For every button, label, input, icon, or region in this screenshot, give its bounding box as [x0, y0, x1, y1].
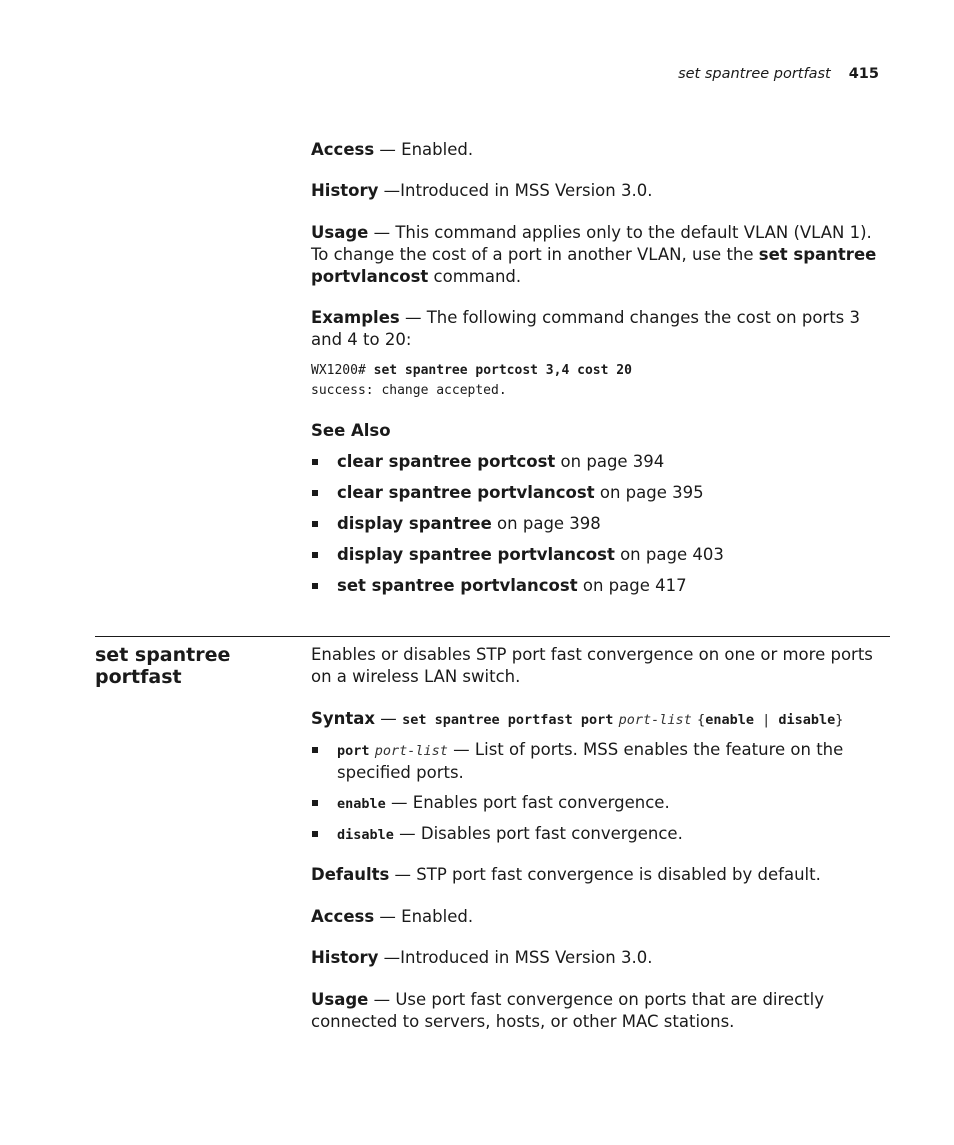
history-label: History: [311, 948, 379, 967]
param-item: [311, 792, 871, 815]
access-text: — Enabled.: [374, 907, 474, 926]
examples-label: Examples: [311, 308, 400, 327]
access-para: [311, 906, 891, 928]
usage-para: [311, 989, 891, 1033]
syntax-command: set spantree portfast port: [402, 712, 614, 728]
see-also-item: [311, 513, 871, 535]
see-also-command: clear spantree portcost: [337, 452, 556, 471]
param-keyword: enable: [337, 796, 386, 812]
example-command-line: [311, 361, 891, 381]
see-also-page-ref: on page 417: [577, 576, 687, 595]
syntax-label: Syntax: [311, 709, 376, 728]
defaults-para: [311, 864, 891, 886]
param-keyword: disable: [337, 827, 394, 843]
history-para: [311, 180, 891, 202]
example-prompt: WX1200#: [311, 363, 374, 378]
section-description: Enables or disables STP port fast convergence on one or more ports on a wireless LAN switch.: [311, 645, 873, 686]
access-text: — Enabled.: [374, 140, 474, 159]
section-divider: [95, 636, 890, 637]
access-para: [311, 139, 891, 161]
see-also-heading: See Also: [311, 421, 391, 440]
usage-text-end: command.: [428, 267, 522, 286]
param-description: — Enables port fast convergence.: [385, 793, 670, 812]
see-also-page-ref: on page 403: [614, 545, 724, 564]
examples-para: [311, 307, 891, 351]
see-also-command: set spantree portvlancost: [337, 576, 578, 595]
param-description: — Disables port fast convergence.: [393, 824, 683, 843]
usage-text: — This command applies only to the default VLAN (VLAN 1). To change the cost of a port in another VLAN, use the: [311, 223, 872, 264]
see-also-command: display spantree portvlancost: [337, 545, 615, 564]
history-label: History: [311, 181, 379, 200]
see-also-page-ref: on page 395: [594, 483, 704, 502]
page-number: 415: [848, 66, 879, 82]
syntax-brace-open: {: [697, 712, 706, 728]
example-output: success: change accepted.: [311, 383, 507, 398]
running-header: [678, 66, 879, 82]
syntax-brace-close: }: [835, 712, 844, 728]
history-text: —Introduced in MSS Version 3.0.: [378, 181, 653, 200]
syntax-argument: port-list: [618, 712, 692, 728]
section-title: set spantree portfast: [95, 644, 231, 688]
access-label: Access: [311, 907, 375, 926]
see-also-page-ref: on page 398: [491, 514, 601, 533]
defaults-text: — STP port fast convergence is disabled by default.: [389, 865, 821, 884]
syntax-option-enable: enable: [705, 712, 754, 728]
param-argument: port-list: [374, 743, 448, 759]
syntax-option-disable: disable: [778, 712, 836, 728]
usage-para: [311, 222, 891, 288]
see-also-page-ref: on page 394: [555, 452, 665, 471]
param-item: [311, 739, 871, 784]
syntax-dash: —: [375, 709, 403, 728]
running-title: set spantree portfast: [678, 66, 831, 82]
param-item: [311, 823, 871, 846]
param-keyword: port: [337, 743, 370, 759]
see-also-item: [311, 482, 871, 504]
see-also-item: [311, 575, 871, 597]
example-command: set spantree portcost 3,4 cost 20: [373, 363, 632, 378]
syntax-line: [311, 708, 891, 731]
access-label: Access: [311, 140, 375, 159]
history-para: [311, 947, 891, 969]
see-also-command: display spantree: [337, 514, 492, 533]
defaults-label: Defaults: [311, 865, 390, 884]
see-also-item: [311, 544, 871, 566]
history-text: —Introduced in MSS Version 3.0.: [378, 948, 653, 967]
see-also-item: [311, 451, 871, 473]
usage-label: Usage: [311, 990, 369, 1009]
usage-command: set spantree portvlancost: [311, 245, 877, 286]
param-description: — List of ports. MSS enables the feature on the specified ports.: [337, 740, 844, 782]
see-also-command: clear spantree portvlancost: [337, 483, 595, 502]
examples-text: — The following command changes the cost on ports 3 and 4 to 20:: [311, 308, 861, 349]
usage-label: Usage: [311, 223, 369, 242]
syntax-separator: |: [753, 712, 779, 728]
usage-text: — Use port fast convergence on ports that are directly connected to servers, hosts, or other MAC stations.: [311, 990, 824, 1031]
example-code-block: [311, 361, 891, 401]
